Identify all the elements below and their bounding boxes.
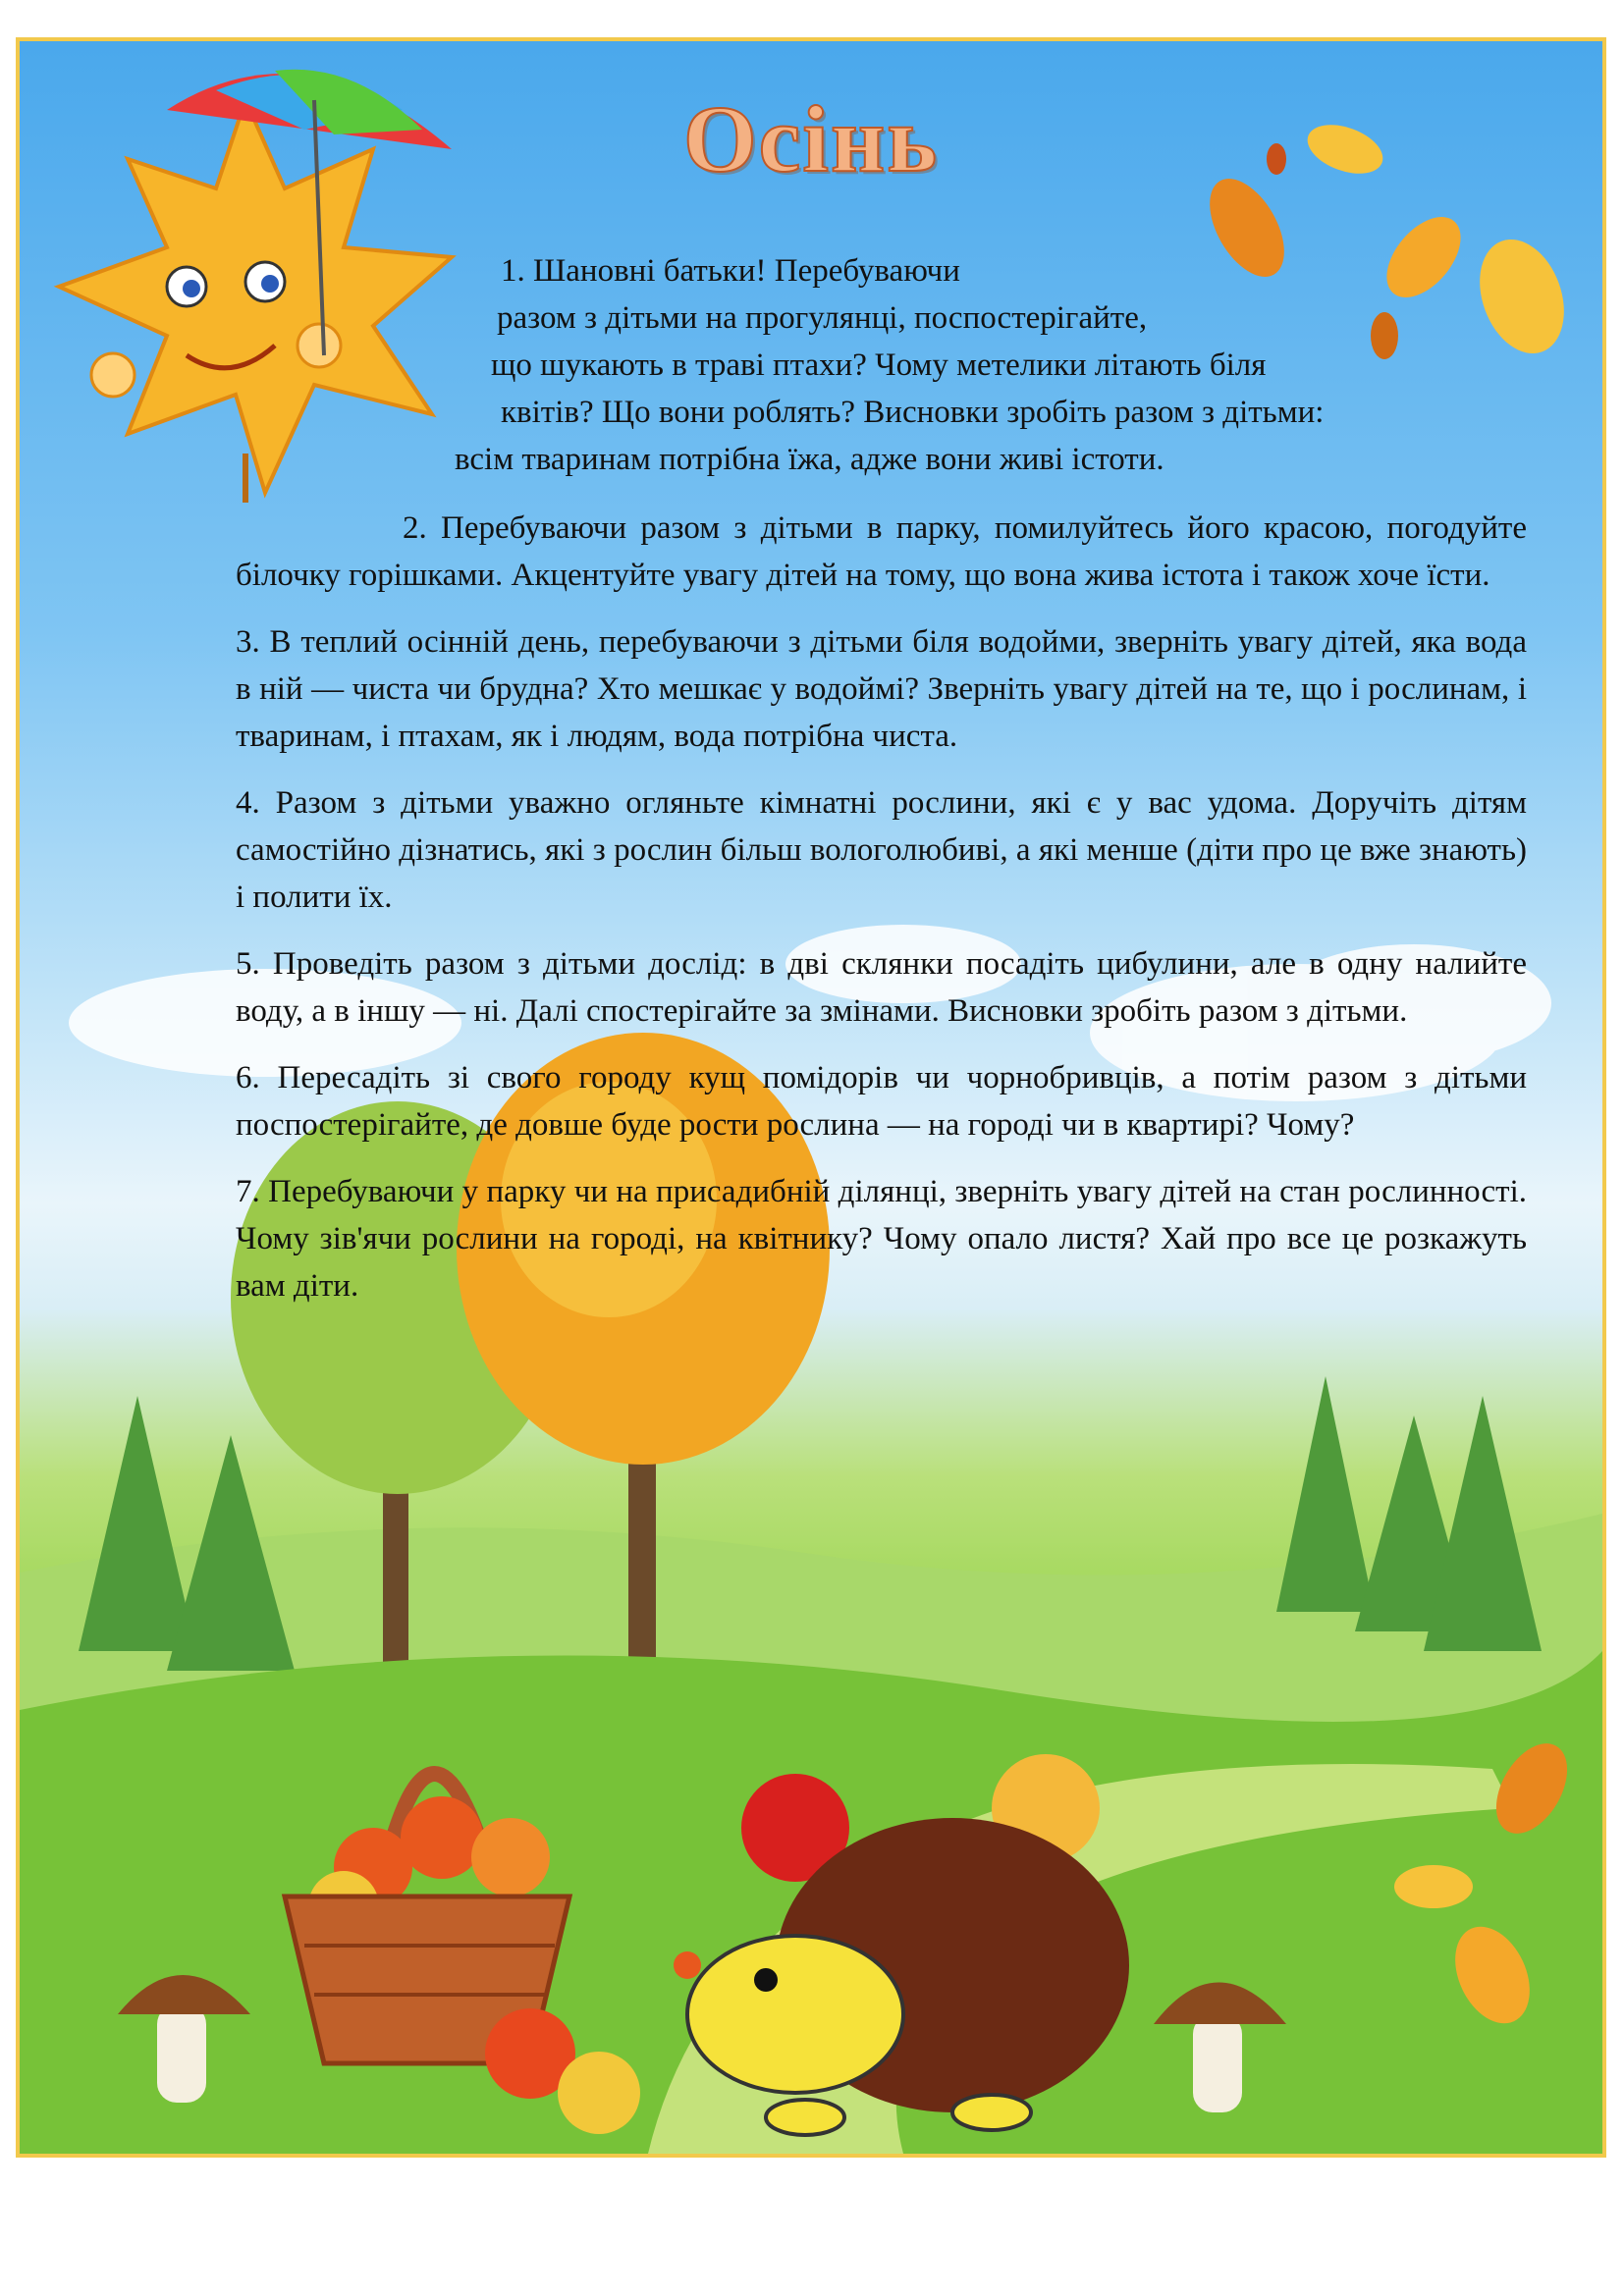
paragraph-5: 5. Проведіть разом з дітьми дослід: в дві склянки посадіть цибулини, але в одну налийте воду, а в іншу — ні. Далі спостерігайте за змінами. Висновки зробіть разом з дітьми. [236, 946, 1527, 1029]
paragraph-3: 3. В теплий осінній день, перебуваючи з дітьми біля водойми, зверніть увагу дітей, яка вода в ній — чиста чи брудна? Хто мешкає у водоймі? Зверніть увагу дітей на те, що і рослинам, і тваринам, і птахам, як і людям, вода потрібна чиста. [236, 624, 1527, 754]
paragraph-1-line-2: разом з дітьми на прогулянці, поспостерігайте, [497, 300, 1148, 336]
paragraph-1-line-1: 1. Шановні батьки! Перебуваючи [501, 253, 960, 289]
page-title: Осінь [682, 86, 940, 191]
paragraph-6: 6. Пересадіть зі свого городу кущ помідорів чи чорнобривців, а потім разом з дітьми поспостерігайте, де довше буде рости рослина — на городі чи в квартирі? Чому? [236, 1060, 1527, 1143]
paragraph-1-line-4: квітів? Що вони роблять? Висновки зробіть разом з дітьми: [501, 395, 1325, 430]
paragraph-1-line-5: всім тваринам потрібна їжа, адже вони живі істоти. [455, 442, 1164, 477]
advice-list [236, 505, 1527, 1329]
paragraph-7: 7. Перебуваючи у парку чи на присадибній ділянці, зверніть увагу дітей на стан рослинності. Чому зів'ячи рослини на городі, на квітнику? Чому опало листя? Хай про все це розкажуть вам діти. [236, 1174, 1527, 1304]
paragraph-4: 4. Разом з дітьми уважно огляньте кімнатні рослини, які є у вас удома. Доручіть дітям самостійно дізнатись, які з рослин більш вологолюбиві, а які менше (діти про це вже знають) і полити їх. [236, 785, 1527, 915]
paragraph-2: 2. Перебуваючи разом з дітьми в парку, помилуйтесь його красою, погодуйте білочку горішками. Акцентуйте увагу дітей на тому, що вона жива істота і також хоче їсти. [236, 510, 1527, 593]
paragraph-1 [20, 247, 1602, 503]
poster-frame [16, 37, 1606, 2158]
paragraph-1-line-3: що шукають в траві птахи? Чому метелики літають біля [491, 347, 1267, 383]
